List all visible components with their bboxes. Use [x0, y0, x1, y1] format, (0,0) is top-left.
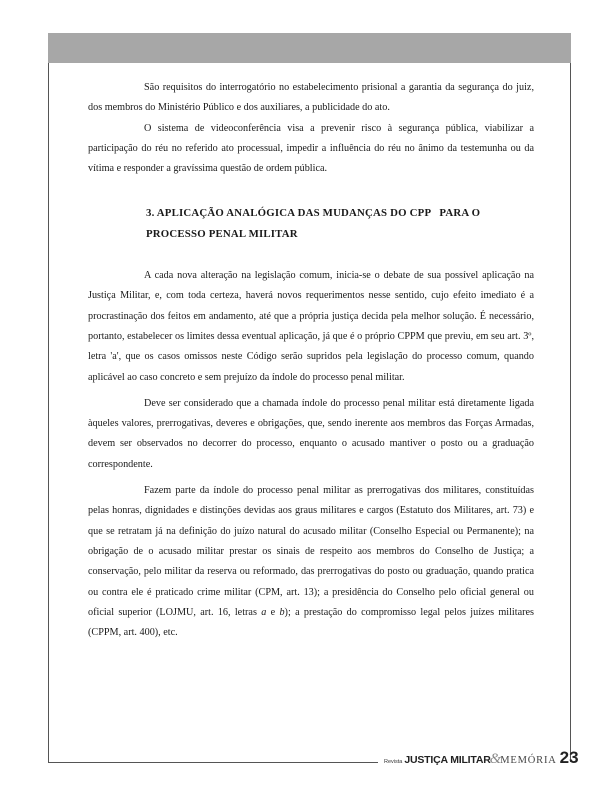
italic-letter: b	[279, 606, 285, 618]
italic-letter: a	[261, 606, 267, 618]
footer-logo	[384, 748, 579, 770]
footer-memoria: MEMÓRIA	[500, 755, 557, 766]
paragraph: São requisitos do interrogatório no estabelecimento prisional a garantia da segurança do juiz, dos membros do Ministério Público e dos auxiliares, a publicidade do ato.	[88, 82, 534, 114]
paragraph-text: ); a prestação do compromisso legal pelos juízes militares (CPPM, art. 400), etc.	[88, 606, 534, 639]
paragraph-text: Fazem parte da índole do processo penal militar as prerrogativas dos militares, constituídas pelas honras, dignidades e distinções devidas aos graus militares e cargos (Estatuto dos Militares, art. 73) e que se retratam já na definição do juízo natural do acusado militar (Conselho Especial ou Permanente); na obrigação de o acusado militar prestar os sinais de respeito aos membros do Conselho de Justiça; a conservação, pelo militar da reserva ou reformado, das prerrogativas do posto ou graduação, quando pratica ou contra ele é praticado crime militar (CPM, art. 13); a presidência do Conselho pelo oficial general ou oficial superior (LOJMU, art. 16, letras	[88, 485, 534, 618]
article-body	[88, 78, 534, 643]
footer-ampersand: &	[489, 751, 502, 767]
section-heading	[146, 203, 534, 244]
paragraph: Deve ser considerado que a chamada índole do processo penal militar está diretamente ligada àqueles valores, prerrogativas, deveres e obrigações, que, sendo inerente aos membros das Forças Armadas, devem ser observados no decorrer do processo, enquanto o acusado mantiver o posto ou a graduação correspondente.	[88, 397, 534, 470]
paragraph: O sistema de videoconferência visa a prevenir risco à segurança pública, viabilizar a participação do réu no referido ato processual, impedir a influência do réu no ânimo da testemunha ou da vítima e responder a gravíssima questão de ordem pública.	[88, 122, 534, 175]
section-heading-line: 3. APLICAÇÃO ANALÓGICA DAS MUDANÇAS DO CPP PARA O	[146, 207, 481, 220]
paragraph: A cada nova alteração na legislação comum, inicia-se o debate de sua possível aplicação na Justiça Militar, e, com toda certeza, haverá novos requerimentos nesse sentido, cujo efeito imediato é a procrastinação dos feitos em andamento, até que a própria justiça decida pela melhor solução. É necessário, portanto, estabelecer os limites dessa eventual aplicação, já que é o próprio CPPM que previu, em seu art. 3º, letra 'a', que os casos omissos neste Código serão supridos pela legislação do processo comum, quando aplicável ao caso concreto e sem prejuízo da índole do processo penal militar.	[88, 270, 534, 383]
paragraph-text: e	[266, 606, 280, 618]
header-bar	[48, 33, 571, 63]
section-heading-line: PROCESSO PENAL MILITAR	[146, 227, 298, 240]
paragraph	[88, 481, 534, 643]
page-number: 23	[559, 748, 579, 767]
footer-rule	[48, 762, 378, 763]
footer-journal-title: JUSTIÇA MILITAR	[404, 754, 491, 766]
footer-revista: Revista	[384, 759, 403, 765]
